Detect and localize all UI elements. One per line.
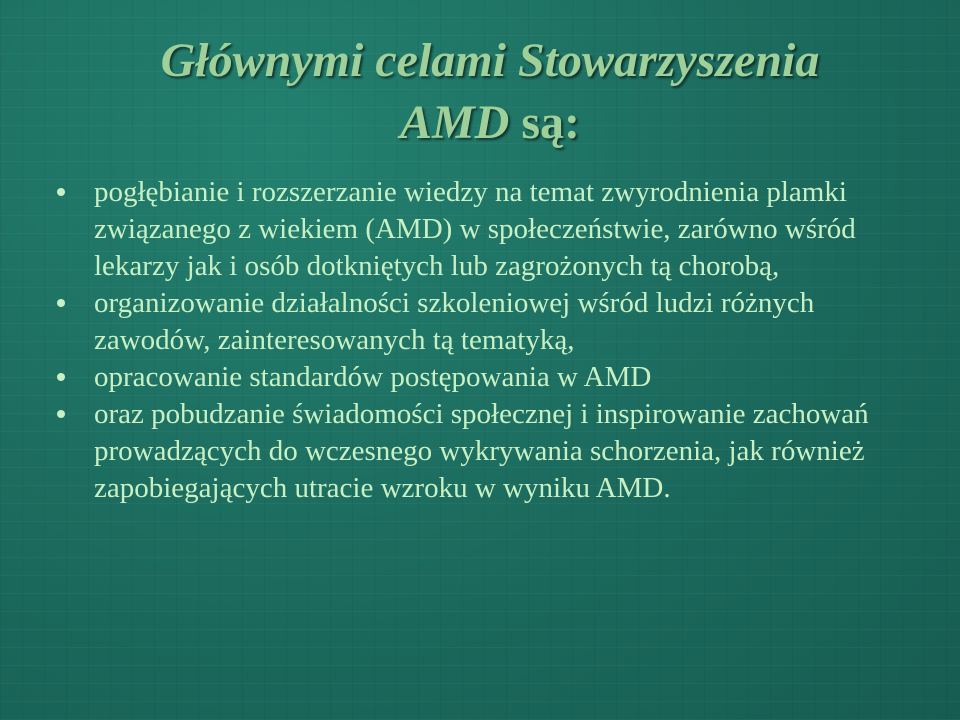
title-line-2 bbox=[60, 92, 920, 154]
title-sa: są: bbox=[509, 96, 581, 149]
bullet-list bbox=[57, 174, 917, 507]
bullet-text: organizowanie działalności szkoleniowej wśród ludzi różnych zawodów, zainteresowanych tą tematyką, bbox=[94, 287, 815, 356]
title-line-1: Głównymi celami Stowarzyszenia bbox=[160, 34, 820, 87]
bullet-item bbox=[57, 285, 917, 359]
bullet-dot-icon bbox=[57, 188, 65, 196]
bullet-text: oraz pobudzanie świadomości społecznej i inspirowanie zachowań prowadzących do wczesnego wykrywania schorzenia, jak również zapobiegających utracie wzroku w wyniku AMD. bbox=[94, 398, 869, 504]
bullet-dot-icon bbox=[57, 299, 65, 307]
bullet-text: pogłębianie i rozszerzanie wiedzy na temat zwyrodnienia plamki związanego z wiekiem (AMD) w społeczeństwie, zarówno wśród lekarzy jak i osób dotkniętych lub zagrożonych tą chorobą, bbox=[94, 176, 856, 282]
slide-title bbox=[60, 30, 920, 154]
title-amd: AMD bbox=[399, 96, 510, 149]
bullet-dot-icon bbox=[57, 410, 65, 418]
bullet-item bbox=[57, 396, 917, 507]
bullet-text: opracowanie standardów postępowania w AMD bbox=[94, 361, 652, 393]
bullet-item bbox=[57, 174, 917, 285]
bullet-item bbox=[57, 359, 917, 396]
bullet-dot-icon bbox=[57, 373, 65, 381]
